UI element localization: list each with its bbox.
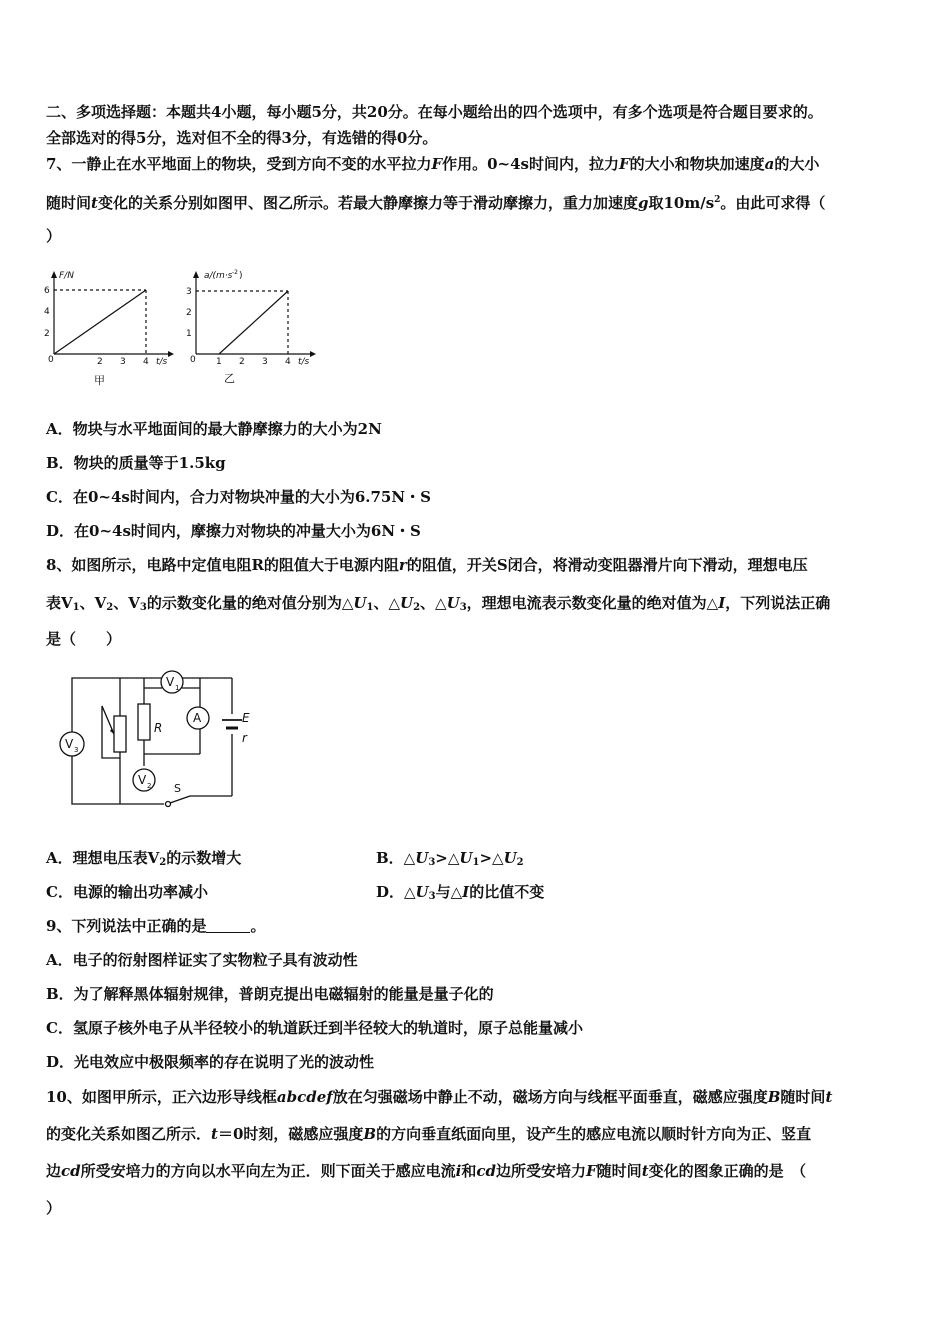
svg-text:V: V <box>138 773 147 787</box>
answer-blank <box>206 918 250 933</box>
q10-line4: ） <box>46 1199 62 1217</box>
xtick: 3 <box>262 357 268 367</box>
ytick: 2 <box>186 308 192 318</box>
svg-text:S: S <box>174 782 181 795</box>
q9-option-a[interactable]: A．电子的衍射图样证实了实物粒子具有波动性 <box>46 951 358 969</box>
svg-text:V: V <box>65 737 74 751</box>
ylabel-exp: -2 <box>232 269 238 276</box>
q10-line1: 10、如图甲所示，正六边形导线框abcdef放在匀强磁场中静止不动，磁场方向与线框平面垂直，磁感应强度B随时间t <box>46 1088 833 1106</box>
ylabel-close: ) <box>239 271 243 281</box>
svg-text:3: 3 <box>74 746 79 754</box>
acceleration-line <box>219 291 288 354</box>
q8-line2: 表$V_1$、$V_2$、$V_3$的示数变化量的绝对值分别为$\triangle U_1$、$\triangle U_2$、$\triangle U_3$，理想电流表示数变化量的绝对值为△I，下列说法正确 <box>46 594 831 613</box>
xtick: 4 <box>143 357 149 367</box>
caption: 乙 <box>224 372 235 385</box>
xtick: 2 <box>97 357 103 367</box>
q8-line3: 是（ ） <box>46 630 122 648</box>
q9-option-b[interactable]: B．为了解释黑体辐射规律，普朗克提出电磁辐射的能量是量子化的 <box>46 985 494 1003</box>
ylabel: F/N <box>59 271 74 281</box>
section-heading-line2: 全部选对的得5分，选对但不全的得3分，有选错的得0分。 <box>46 129 438 147</box>
ytick: 1 <box>186 329 192 339</box>
q8-option-c[interactable]: C．电源的输出功率减小 <box>46 883 208 901</box>
svg-text:2: 2 <box>147 782 152 790</box>
ytick: 0 <box>48 355 54 365</box>
ytick: 6 <box>44 286 50 296</box>
ytick: 0 <box>190 355 196 365</box>
xlabel: t/s <box>156 357 168 367</box>
xlabel: t/s <box>298 357 310 367</box>
q7-option-d[interactable]: D．在0~4s时间内，摩擦力对物块的冲量大小为6N・S <box>46 522 421 540</box>
svg-text:E: E <box>242 711 250 725</box>
svg-text:R: R <box>154 721 163 735</box>
xtick: 1 <box>216 357 222 367</box>
force-line <box>54 290 146 354</box>
q7-line2: 随时间t变化的关系分别如图甲、图乙所示。若最大静摩擦力等于滑动摩擦力，重力加速度g取$10m/s^2$。由此可求得（ <box>46 194 826 212</box>
q7-option-a[interactable]: A．物块与水平地面间的最大静摩擦力的大小为2N <box>46 420 382 438</box>
section-heading-line1: 二、多项选择题：本题共4小题，每小题5分，共20分。在每小题给出的四个选项中，有多个选项是符合题目要求的。 <box>46 103 823 121</box>
xtick: 2 <box>239 357 245 367</box>
q7-line3: ） <box>46 227 62 245</box>
q7-line1: 7、一静止在水平地面上的物块，受到方向不变的水平拉力F作用。0~4s时间内，拉力F的大小和物块加速度a的大小 <box>46 155 820 173</box>
q7-graph-force <box>40 266 180 390</box>
ylabel: a/(m·s <box>204 271 233 281</box>
q8-option-a[interactable]: A．理想电压表$V_2$的示数增大 <box>46 849 242 868</box>
q7-option-c[interactable]: C．在0~4s时间内，合力对物块冲量的大小为6.75N・S <box>46 488 431 506</box>
q10-line2: 的变化关系如图乙所示．t＝0时刻，磁感应强度B的方向垂直纸面向里，设产生的感应电流以顺时针方向为正、竖直 <box>46 1125 812 1143</box>
xtick: 4 <box>285 357 291 367</box>
ytick: 4 <box>44 307 50 317</box>
q9-stem: 9、下列说法中正确的是 。 <box>46 917 266 935</box>
q8-option-d[interactable]: D．$\triangle U_3$与△I的比值不变 <box>376 883 545 902</box>
caption: 甲 <box>94 374 105 387</box>
q8-circuit-diagram <box>56 662 266 812</box>
ytick: 2 <box>44 329 50 339</box>
ytick: 3 <box>186 287 192 297</box>
svg-text:V: V <box>166 675 175 689</box>
q9-option-c[interactable]: C．氢原子核外电子从半径较小的轨道跃迁到半径较大的轨道时，原子总能量减小 <box>46 1019 583 1037</box>
q8-line1: 8、如图所示，电路中定值电阻R的阻值大于电源内阻r的阻值，开关S闭合，将滑动变阻器滑片向下滑动，理想电压 <box>46 556 808 574</box>
q7-option-b[interactable]: B．物块的质量等于1.5kg <box>46 454 226 472</box>
svg-text:r: r <box>242 731 247 745</box>
q10-line3: 边cd所受安培力的方向以水平向左为正．则下面关于感应电流i和cd边所受安培力F随时间t变化的图象正确的是 （ <box>46 1162 807 1180</box>
q8-option-b[interactable]: B．$\triangle U_3>\triangle U_1>\triangle U_2$ <box>376 849 524 868</box>
q9-option-d[interactable]: D．光电效应中极限频率的存在说明了光的波动性 <box>46 1053 375 1071</box>
svg-text:1: 1 <box>175 684 180 692</box>
svg-text:A: A <box>193 711 202 725</box>
q7-graph-acceleration <box>182 266 322 390</box>
xtick: 3 <box>120 357 126 367</box>
